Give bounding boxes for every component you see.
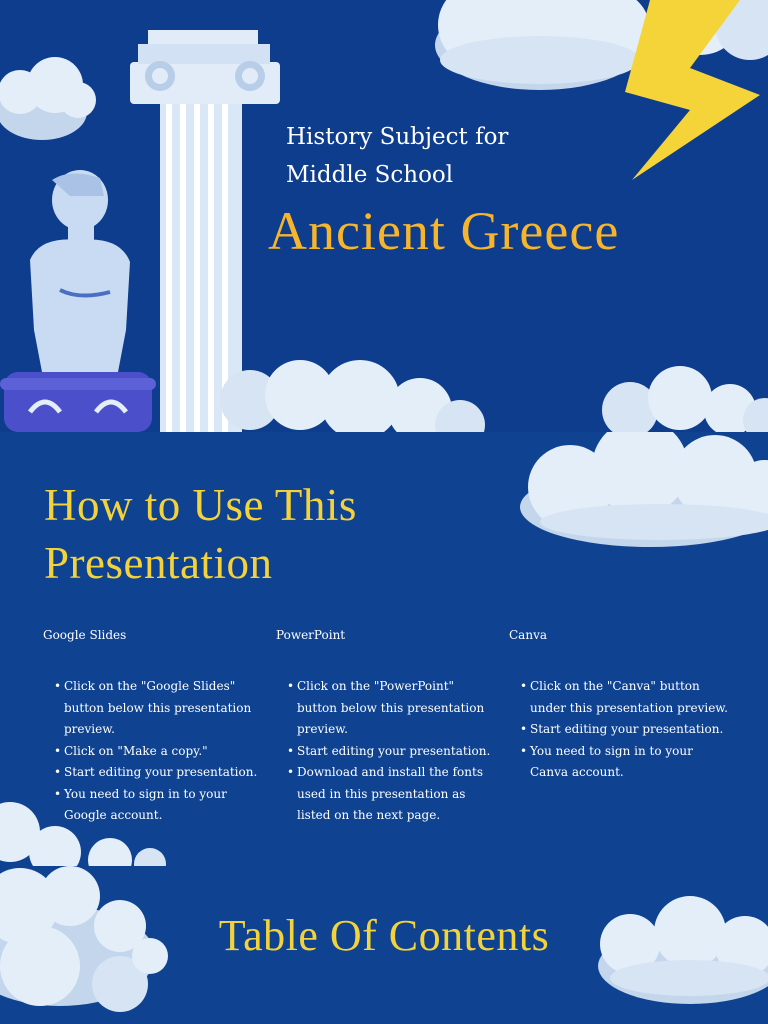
column-canva: [509, 628, 729, 784]
instruction-list: [509, 676, 729, 784]
bullet-icon: •: [54, 743, 62, 758]
list-item: • Start editing your presentation.: [509, 719, 729, 741]
subtitle-line-2: Middle School: [286, 162, 454, 188]
list-item: • Click on "Make a copy.": [43, 741, 263, 763]
column-heading: Google Slides: [43, 628, 127, 642]
list-item: • Start editing your presentation.: [43, 762, 263, 784]
bullet-icon: •: [287, 765, 295, 779]
subtitle: [286, 118, 546, 194]
bullet-icon: •: [520, 722, 528, 736]
list-item: • Click on the "Google Slides" button below this presentation preview.: [43, 676, 263, 741]
list-item: • Click on the "Canva" button under this presentation preview.: [509, 676, 729, 719]
how-to-heading-line-2: Presentation: [44, 538, 273, 588]
cloud-top-left-icon: [0, 57, 96, 140]
column-powerpoint: [276, 628, 496, 827]
list-item: • You need to sign in to your Canva account.: [509, 741, 729, 784]
bullet-icon: •: [54, 786, 62, 801]
greek-statue-icon: [0, 170, 156, 432]
cloud-bottom-right-icon: [602, 366, 768, 432]
table-of-contents-slide: [0, 866, 768, 1024]
list-item: • Click on the "PowerPoint" button below this presentation preview.: [276, 676, 496, 741]
column-heading: Canva: [509, 628, 547, 642]
list-item: • Start editing your presentation.: [276, 741, 496, 763]
cloud-bottom-center-icon: [220, 360, 485, 432]
cloud-right-icon: [520, 432, 768, 547]
how-to-heading: [44, 476, 464, 592]
main-title: Ancient Greece: [268, 201, 620, 261]
instruction-list: [276, 676, 496, 827]
bullet-icon: •: [520, 679, 528, 693]
how-to-use-slide: [0, 432, 768, 866]
bullet-icon: •: [520, 743, 528, 758]
title-slide: [0, 0, 768, 432]
how-to-heading-line-1: How to Use This: [44, 480, 357, 530]
bullet-icon: •: [54, 765, 62, 779]
column-heading: PowerPoint: [276, 628, 346, 642]
bullet-icon: •: [287, 679, 295, 693]
list-item: • Download and install the fonts used in this presentation as listed on the next page.: [276, 762, 496, 827]
instruction-list: [43, 676, 263, 827]
bullet-icon: •: [54, 679, 62, 693]
list-item: • You need to sign in to your Google account.: [43, 784, 263, 827]
table-of-contents-title: Table Of Contents: [218, 911, 550, 960]
bullet-icon: •: [287, 743, 295, 758]
column-google-slides: [43, 628, 263, 827]
subtitle-line-1: History Subject for: [286, 124, 509, 150]
